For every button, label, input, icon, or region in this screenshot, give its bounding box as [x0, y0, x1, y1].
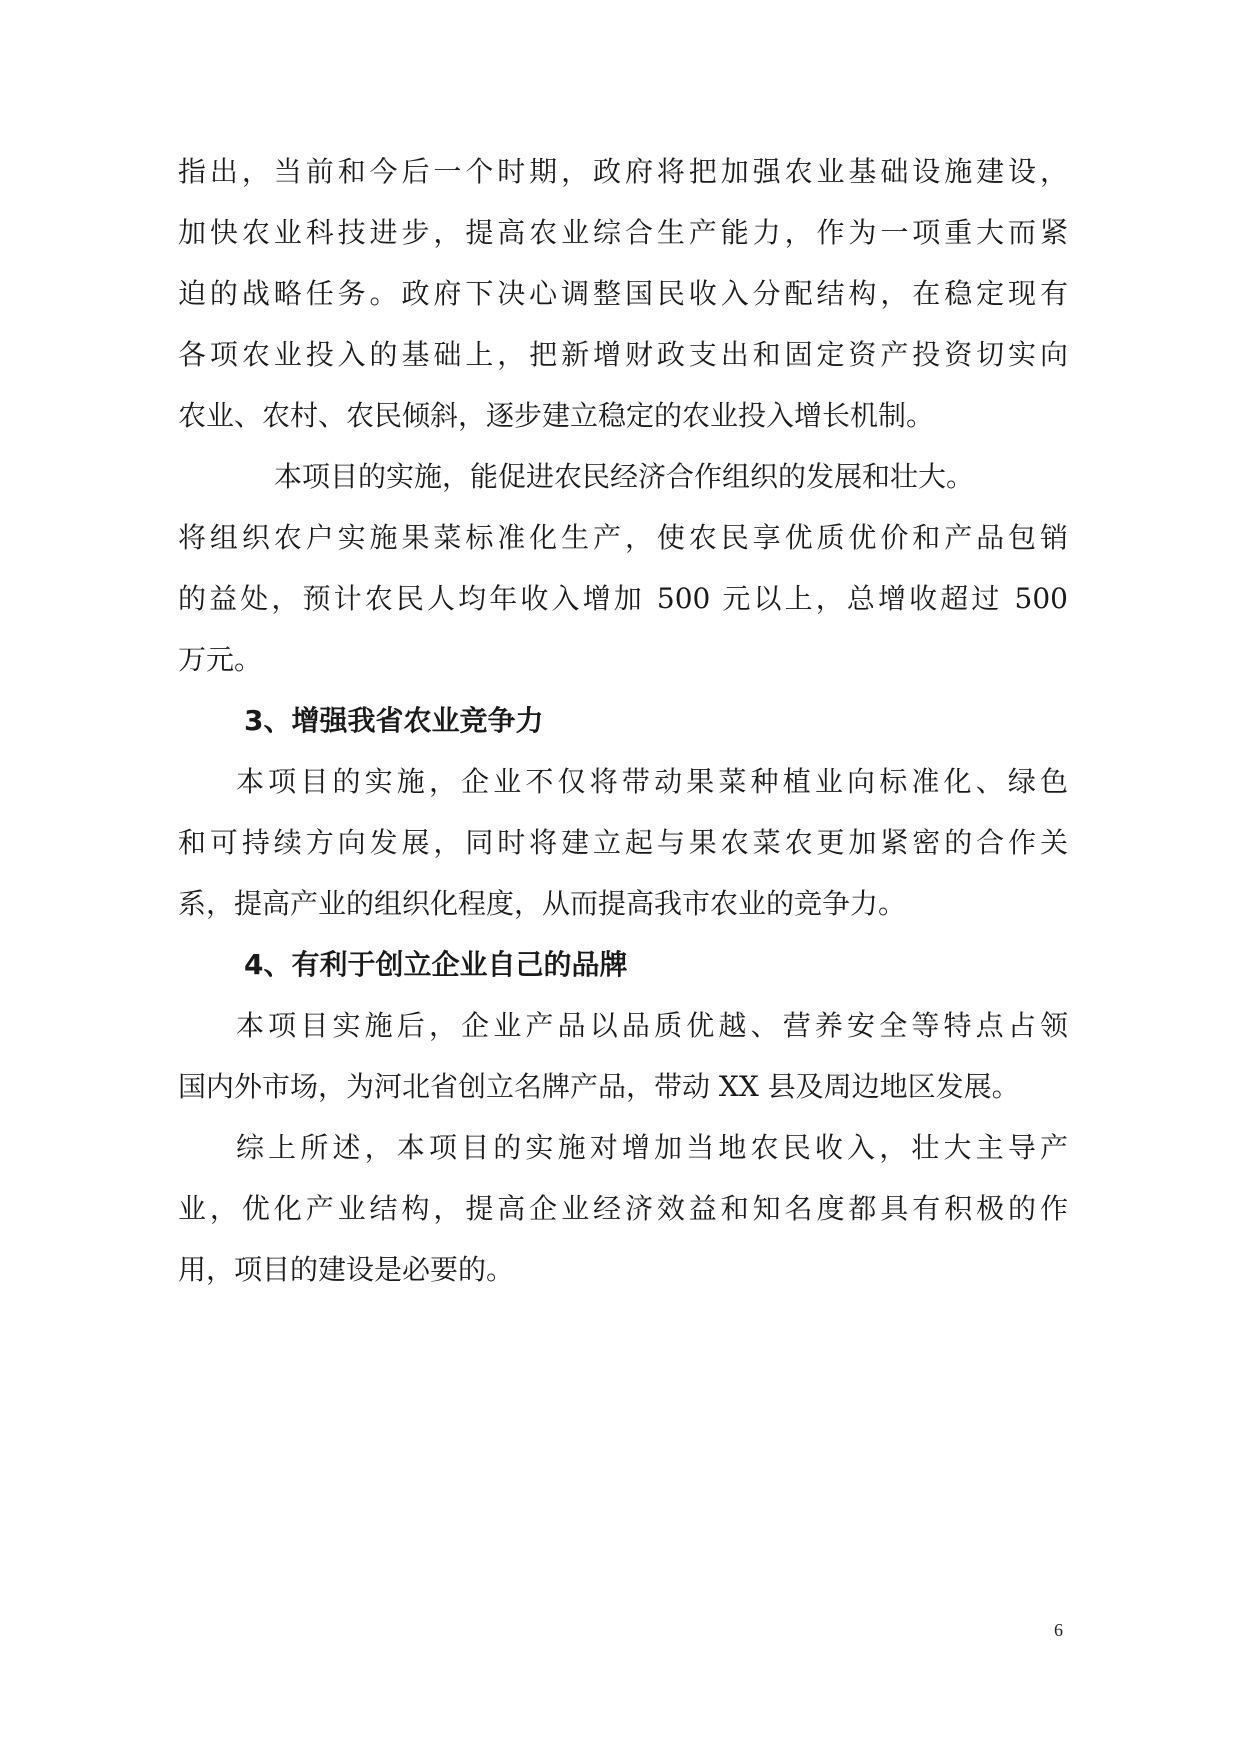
- text-line: 和可持续方向发展，同时将建立起与果农菜农更加紧密的合作关: [178, 826, 1068, 859]
- text-line: 国内外市场，为河北省创立名牌产品，带动 XX 县及周边地区发展。: [178, 1070, 1020, 1103]
- text-line: 各项农业投入的基础上，把新增财政支出和固定资产投资切实向: [178, 338, 1068, 371]
- page-number: 6: [1054, 1620, 1063, 1640]
- text-line: 指出，当前和今后一个时期，政府将把加强农业基础设施建设，: [178, 155, 1068, 188]
- text-line: 系，提高产业的组织化程度，从而提高我市农业的竞争力。: [178, 887, 907, 920]
- paragraph-conclusion: [178, 1117, 1068, 1300]
- paragraph-competitiveness: [178, 751, 1068, 934]
- text-line: 加快农业科技进步，提高农业综合生产能力，作为一项重大而紧: [178, 216, 1068, 249]
- text-line: 本项目实施后，企业产品以品质优越、营养安全等特点占领: [236, 1009, 1068, 1042]
- text-line: 综上所述，本项目的实施对增加当地农民收入，壮大主导产: [236, 1131, 1068, 1164]
- paragraph-farmer-income: [178, 446, 1068, 690]
- text-line: 农业、农村、农民倾斜，逐步建立稳定的农业投入增长机制。: [178, 399, 935, 432]
- section-heading-competitiveness: 3、增强我省农业竞争力: [244, 704, 544, 737]
- text-line: 本项目的实施，能促进农民经济合作组织的发展和壮大。: [274, 460, 975, 493]
- text-line: 将组织农户实施果菜标准化生产，使农民享优质优价和产品包销: [178, 521, 1068, 554]
- page-body: [178, 141, 1068, 1300]
- paragraph-brand: [178, 995, 1068, 1117]
- section-heading-brand: 4、有利于创立企业自己的品牌: [244, 948, 628, 981]
- text-line: 业，优化产业结构，提高企业经济效益和知名度都具有积极的作: [178, 1192, 1068, 1225]
- text-line: 本项目的实施，企业不仅将带动果菜种植业向标准化、绿色: [236, 765, 1068, 798]
- text-line: 用，项目的建设是必要的。: [178, 1253, 515, 1286]
- text-line: 万元。: [178, 643, 263, 676]
- paragraph-policy: [178, 141, 1068, 446]
- text-line: 的益处，预计农民人均年收入增加 500 元以上，总增收超过 500: [178, 582, 1068, 615]
- text-line: 迫的战略任务。政府下决心调整国民收入分配结构，在稳定现有: [178, 277, 1068, 310]
